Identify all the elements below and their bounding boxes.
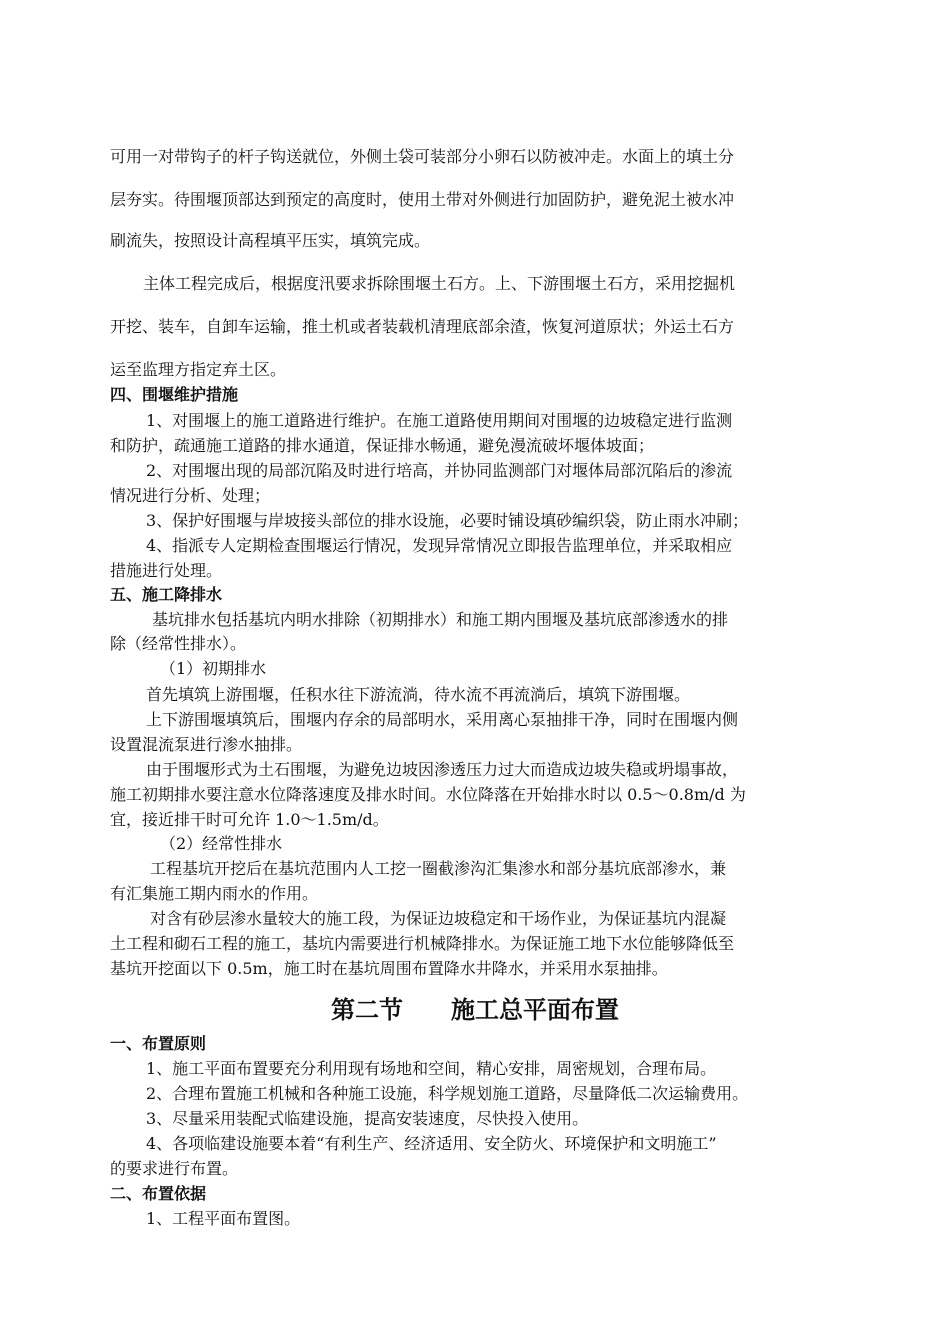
section-heading: 二、布置依据 [110, 1184, 207, 1203]
paragraph-line: 工程基坑开挖后在基坑范围内人工挖一圈截渗沟汇集渗水和部分基坑底部渗水，兼 [150, 859, 727, 878]
paragraph-line: 3、保护好围堰与岸坡接头部位的排水设施，必要时铺设填砂编织袋，防止雨水冲刷； [146, 511, 749, 530]
paragraph-line: 1、工程平面布置图。 [146, 1209, 301, 1228]
paragraph-line: 对含有砂层渗水量较大的施工段，为保证边坡稳定和干场作业，为保证基坑内混凝 [150, 909, 727, 928]
paragraph-line: 由于围堰形式为土石围堰，为避免边坡因渗透压力过大而造成边坡失稳或坍塌事故， [146, 760, 739, 779]
paragraph-line: 设置混流泵进行渗水抽排。 [110, 735, 303, 754]
paragraph-line: 情况进行分析、处理； [110, 486, 271, 505]
paragraph-line: 4、各项临建设施要本着“有利生产、经济适用、安全防火、环境保护和文明施工” [146, 1134, 717, 1153]
paragraph-line: 基坑开挖面以下 0.5m，施工时在基坑周围布置降水井降水，并采用水泵抽排。 [110, 959, 668, 978]
paragraph-line: 措施进行处理。 [110, 561, 223, 580]
paragraph-line: 宜，接近排干时可允许 1.0～1.5m/d。 [110, 810, 389, 829]
paragraph-line: 1、施工平面布置要充分利用现有场地和空间，精心安排，周密规划，合理布局。 [146, 1059, 717, 1078]
paragraph-line: 有汇集施工期内雨水的作用。 [110, 884, 319, 903]
section-title: 第二节 施工总平面布置 [331, 996, 619, 1024]
paragraph-line: 可用一对带钩子的杆子钩送就位，外侧土袋可装部分小卵石以防被冲走。水面上的填土分 [110, 147, 735, 166]
section-heading: 五、施工降排水 [110, 585, 223, 604]
paragraph-line: 运至监理方指定弃土区。 [110, 360, 287, 379]
paragraph-line: 2、合理布置施工机械和各种施工设施，科学规划施工道路，尽量降低二次运输费用。 [146, 1084, 749, 1103]
subheading: （1）初期排水 [160, 659, 267, 678]
paragraph-line: 上下游围堰填筑后，围堰内存余的局部明水，采用离心泵抽排干净，同时在围堰内侧 [146, 710, 739, 729]
paragraph-line: 4、指派专人定期检查围堰运行情况，发现异常情况立即报告监理单位，并采取相应 [146, 536, 733, 555]
paragraph-line: 的要求进行布置。 [110, 1159, 239, 1178]
paragraph-line: 除（经常性排水）。 [110, 634, 247, 653]
paragraph-line: 开挖、装车，自卸车运输，推土机或者装载机清理底部余渣，恢复河道原状；外运土石方 [110, 317, 735, 336]
paragraph-line: 和防护，疏通施工道路的排水通道，保证排水畅通，避免漫流破坏堰体坡面； [110, 436, 655, 455]
paragraph-line: 层夯实。待围堰顶部达到预定的高度时，使用土带对外侧进行加固防护，避免泥土被水冲 [110, 190, 735, 209]
paragraph-line: 土工程和砌石工程的施工，基坑内需要进行机械降排水。为保证施工地下水位能够降低至 [110, 934, 735, 953]
subheading: （2）经常性排水 [160, 834, 283, 853]
section-heading: 四、围堰维护措施 [110, 385, 239, 404]
paragraph-line: 基坑排水包括基坑内明水排除（初期排水）和施工期内围堰及基坑底部渗透水的排 [152, 610, 729, 629]
section-heading: 一、布置原则 [110, 1034, 207, 1053]
paragraph-line: 2、对围堰出现的局部沉陷及时进行培高，并协同监测部门对堰体局部沉陷后的渗流 [146, 461, 733, 480]
paragraph-line: 刷流失，按照设计高程填平压实，填筑完成。 [110, 231, 431, 250]
paragraph-line: 3、尽量采用装配式临建设施，提高安装速度，尽快投入使用。 [146, 1109, 589, 1128]
paragraph-line: 1、对围堰上的施工道路进行维护。在施工道路使用期间对围堰的边坡稳定进行监测 [146, 411, 733, 430]
paragraph-line: 施工初期排水要注意水位降落速度及排水时间。水位降落在开始排水时以 0.5～0.8m/d 为 [110, 785, 746, 804]
paragraph-line: 首先填筑上游围堰，任积水往下游流淌，待水流不再流淌后，填筑下游围堰。 [146, 685, 691, 704]
paragraph-line: 主体工程完成后，根据度汛要求拆除围堰土石方。上、下游围堰土石方，采用挖掘机 [143, 274, 736, 293]
